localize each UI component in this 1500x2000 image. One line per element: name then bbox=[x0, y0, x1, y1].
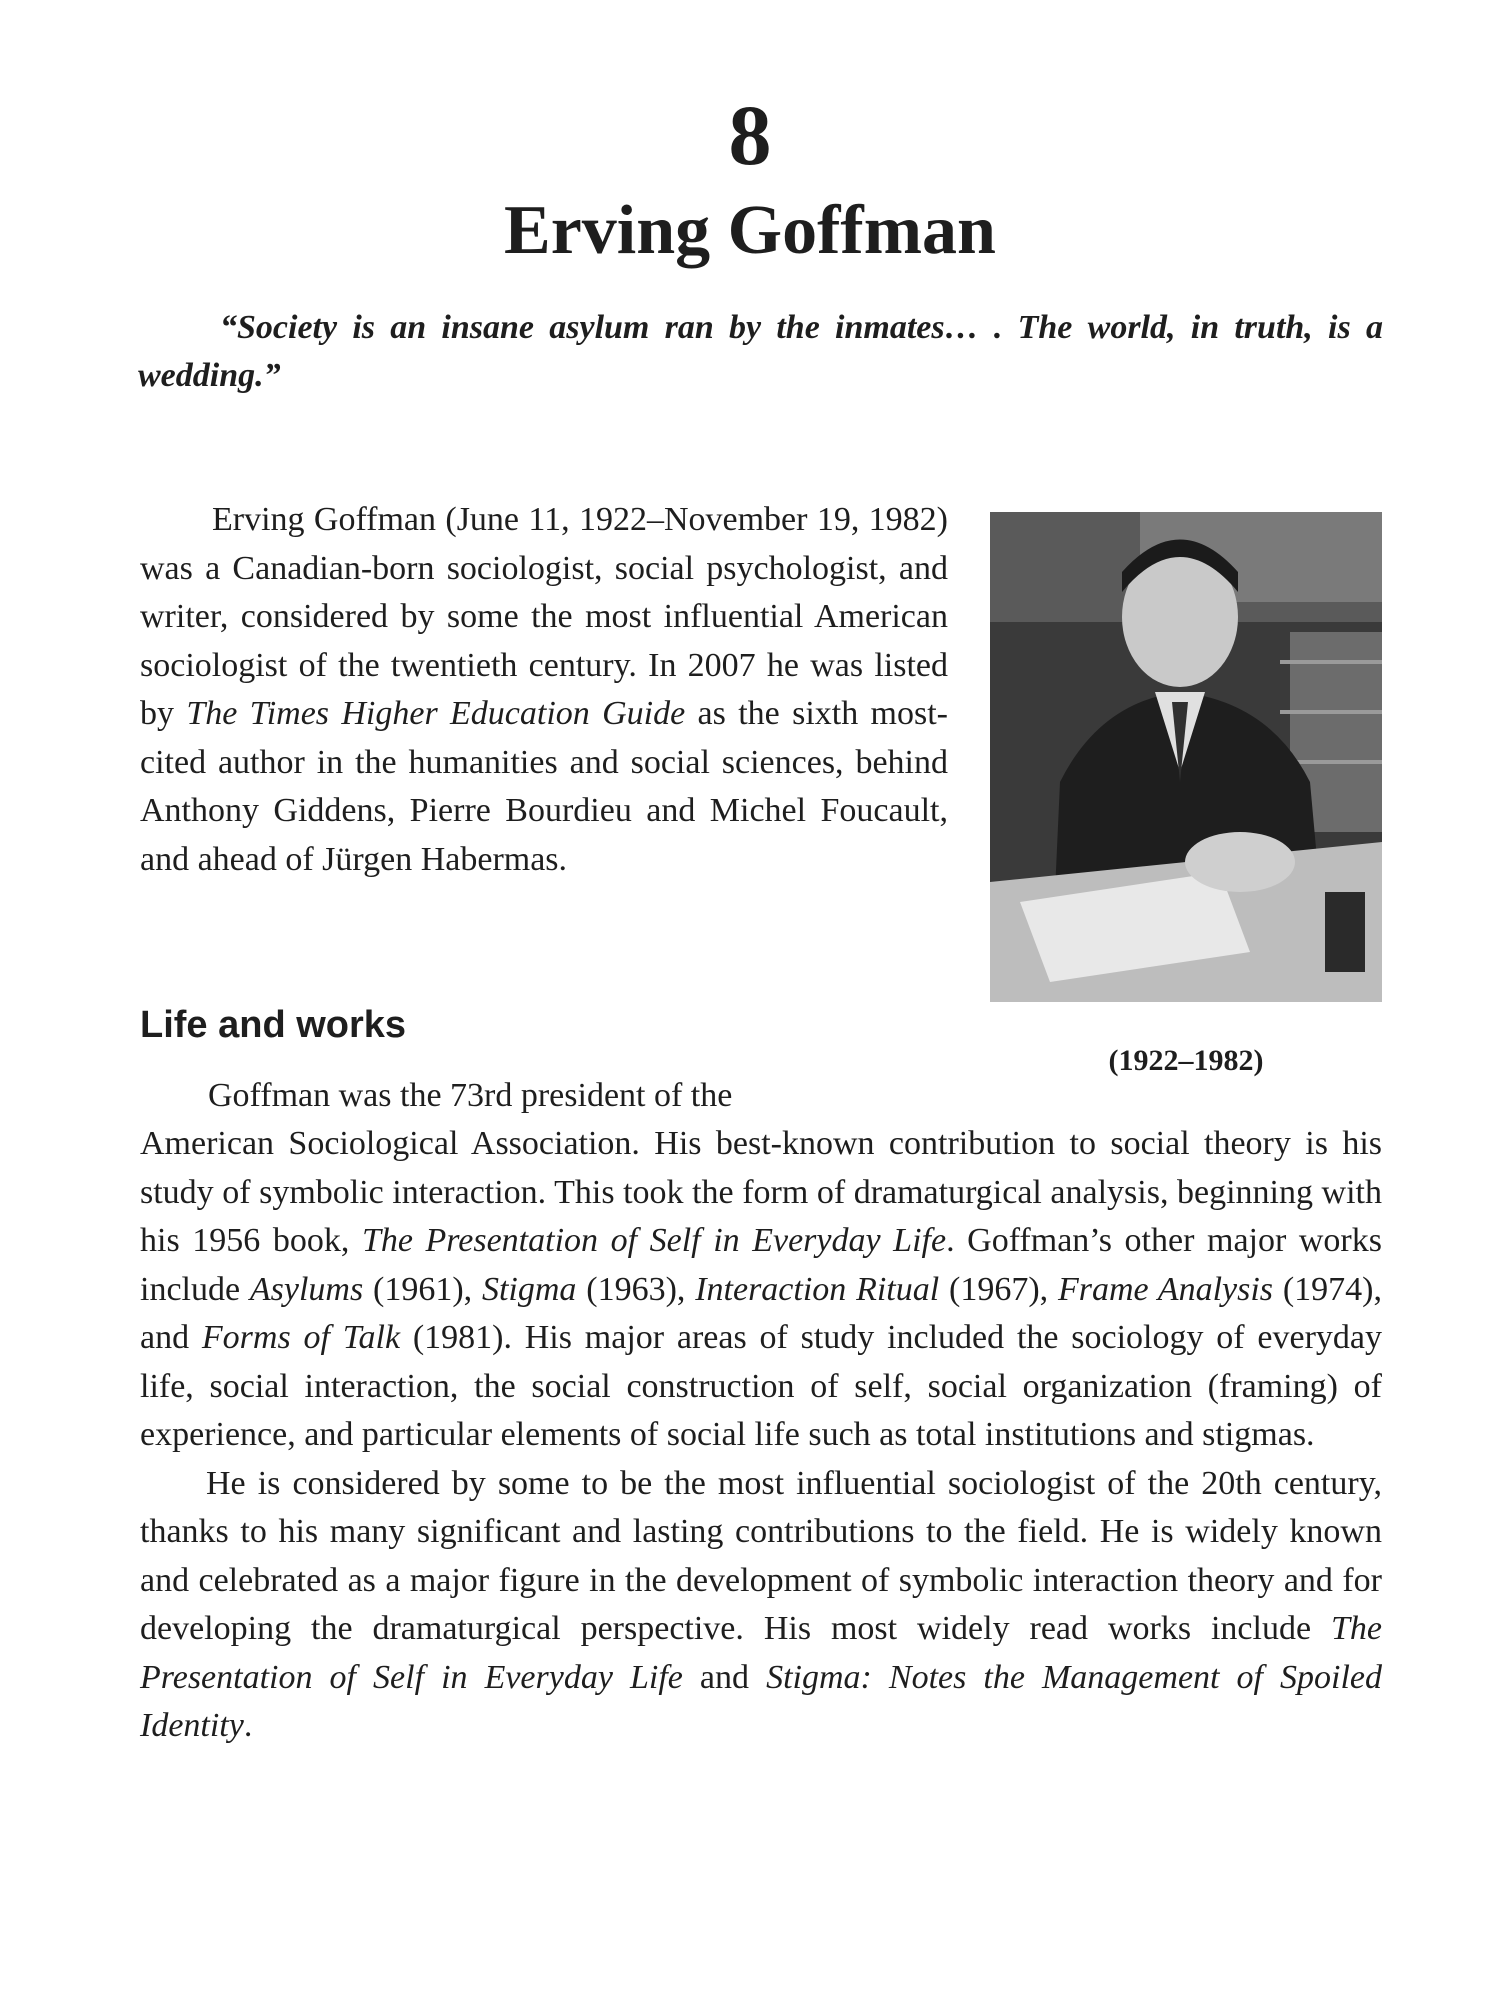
p2-book: The Presentation of Self in Everyday Life bbox=[140, 1610, 1382, 1696]
intro-text-1: Erving Goffman (June 11, 1922–November 19, 1982) was a Canadian-born sociologist, social psychologist, and writer, considered by some the most influential American sociologist of the twentieth century. In 2007 he was listed by bbox=[140, 501, 948, 732]
paragraph1-first-line: Goffman was the 73rd president of the bbox=[208, 1077, 733, 1114]
p1-text: (1963), bbox=[576, 1270, 696, 1308]
p2-text: and bbox=[682, 1658, 767, 1696]
intro-paragraph bbox=[140, 496, 948, 884]
p2-book: Stigma: Notes the Management of Spoiled Identity bbox=[140, 1658, 1383, 1744]
p2-text: He is considered by some to be the most influential sociologist of the 20th century, thanks to his many significant and lasting contributions to the field. He is widely known and celebrated as a major figure in the development of symbolic interaction theory and for developing the dramaturgical perspective. His most widely read works include bbox=[140, 1464, 1382, 1647]
p2-text: . bbox=[243, 1707, 253, 1744]
chapter-title: Erving Goffman bbox=[504, 192, 996, 269]
chapter-number: 8 bbox=[728, 87, 772, 183]
portrait-illustration bbox=[990, 512, 1382, 1002]
p1-book: Asylums bbox=[249, 1270, 364, 1308]
guide-title: The Times Higher Education Guide bbox=[186, 695, 686, 732]
p1-text: (1967), bbox=[939, 1270, 1058, 1308]
p1-book: Forms of Talk bbox=[201, 1319, 401, 1356]
portrait-photo bbox=[990, 512, 1382, 1002]
section-heading: Life and works bbox=[140, 1004, 407, 1046]
p1-book: Frame Analysis bbox=[1057, 1270, 1274, 1308]
p1-text: American Sociological Association. His best-known contribution to social theory is his study of symbolic interaction. This took the form of dramaturgical analysis, beginning with his 1956 book, bbox=[140, 1125, 1382, 1259]
p1-book: Stigma bbox=[481, 1270, 577, 1308]
paragraph2 bbox=[140, 1460, 1382, 1751]
portrait-caption: (1922–1982) bbox=[1108, 1044, 1264, 1077]
p1-text: . Goffman’s other major works include bbox=[140, 1222, 1382, 1308]
p1-book: The Presentation of Self in Everyday Life bbox=[361, 1222, 947, 1259]
p1-text: (1961), bbox=[363, 1270, 482, 1308]
paragraph1-rest bbox=[140, 1120, 1382, 1460]
epigraph: “Society is an insane asylum ran by the inmates… . The world, in truth, is a wedding.” bbox=[138, 309, 1383, 394]
body-text bbox=[140, 1120, 1382, 1751]
p1-text: (1981). His major areas of study included the sociology of everyday life, social interaction, the social construction of self, social organization (framing) of experience, and particular elements of social life such as total institutions and stigmas. bbox=[140, 1319, 1382, 1453]
p1-text: (1974), and bbox=[140, 1270, 1382, 1356]
p1-book: Interaction Ritual bbox=[695, 1270, 940, 1308]
intro-text-2: as the sixth most-cited author in the humanities and social sciences, behind Anthony Giddens, Pierre Bourdieu and Michel Foucault, and ahead of Jürgen Habermas. bbox=[140, 695, 948, 878]
